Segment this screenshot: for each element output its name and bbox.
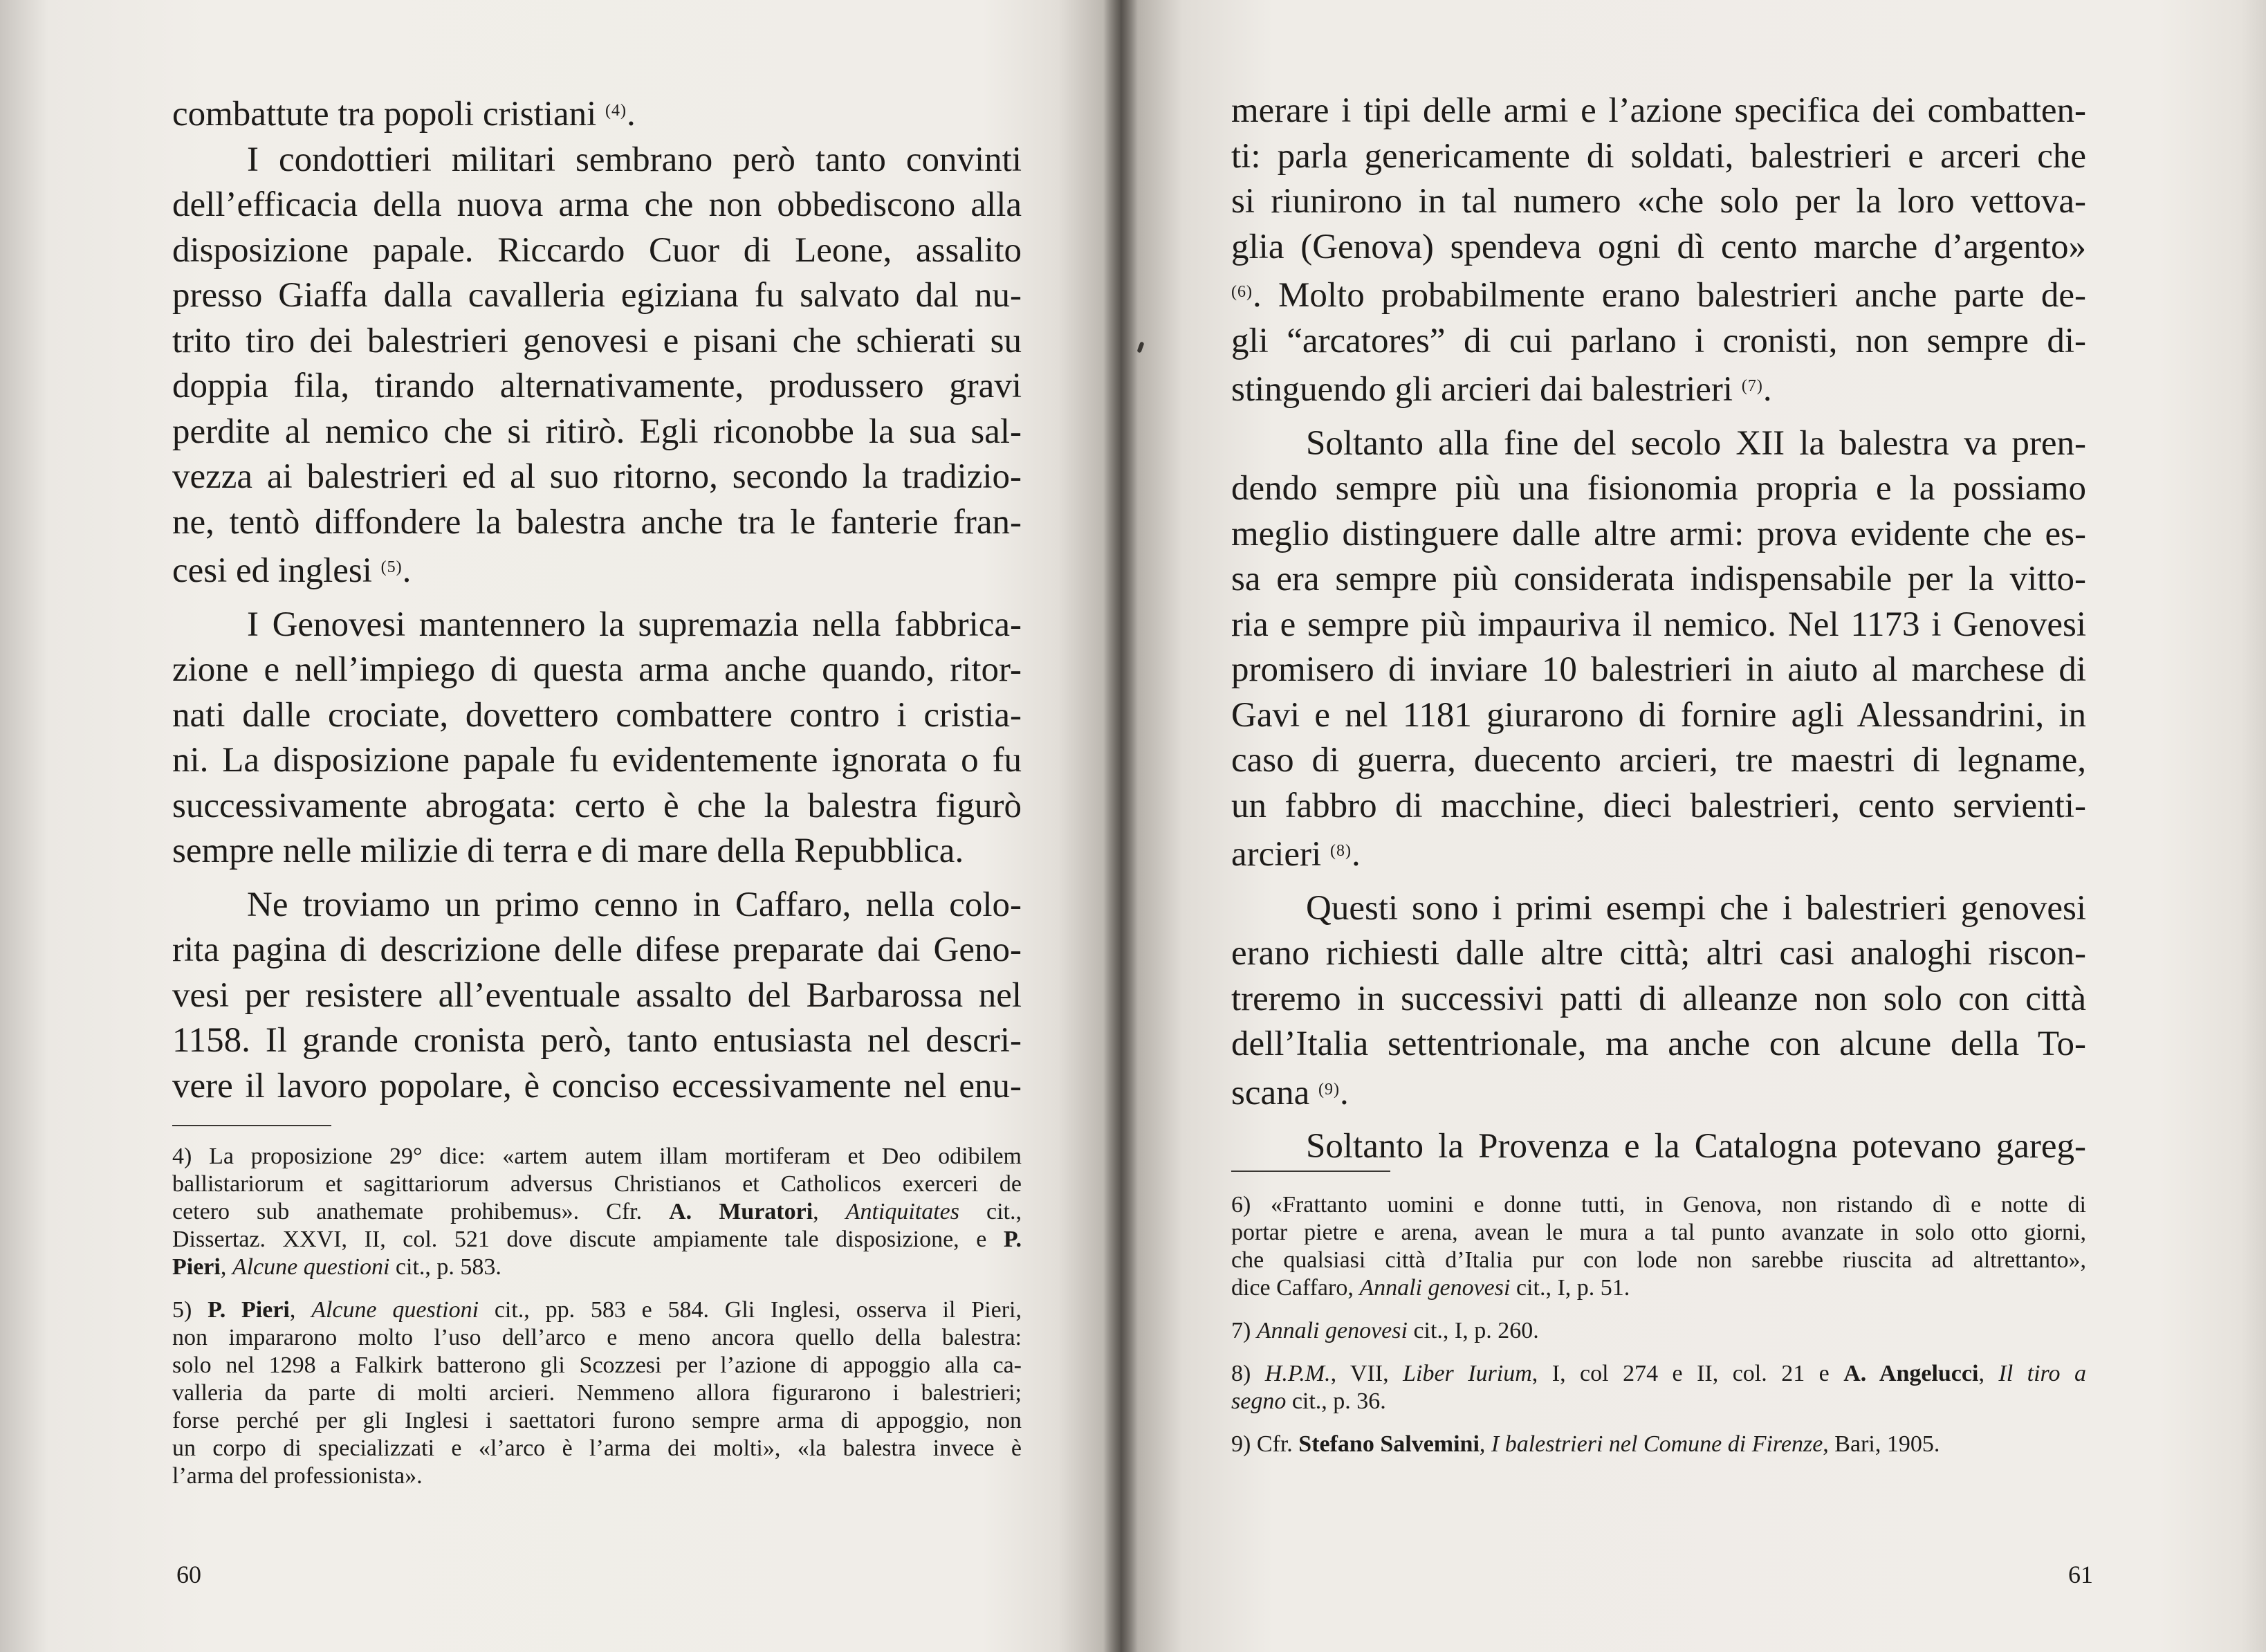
text-line: sempre nelle milizie di terra e di mare della Repubblica. [172,832,964,870]
text-line: zione e nell’impiego di questa arma anche quando, ritor- [172,650,1022,689]
text-line: nati dalle crociate, dovettero combattere contro i cristia- [172,695,1022,735]
text-line: ni. La disposizione papale fu evidentemente ignorata o fu [172,741,1022,780]
text-line: ria e sempre più impauriva il nemico. Nel 1173 i Genovesi [1231,605,2086,644]
text-line: Ne troviamo un primo cenno in Caffaro, nella colo- [247,885,1022,924]
text-line: 1158. Il grande cronista però, tanto entusiasta nel descri- [172,1021,1022,1060]
text-line: vere il lavoro popolare, è conciso eccessivamente nel enu- [172,1066,1022,1105]
footnote: 4) La proposizione 29° dice: «artem autem illam mortiferam et Deo odibilem ballistariorum et sagittariorum adversus Christianos et Catholicos exerceri de cetero sub anathemate prohibemus». Cfr. A. Muratori, Antiquitates cit., Dissertaz. XXVI, II, col. 521 dove discute ampiamente tale disposizione, e P. Pieri, Alcune questioni cit., p. 583. [172,1144,1022,1280]
book-gutter [1103,0,1138,1652]
text-line: ti: parla genericamente di soldati, balestrieri e arceri che [1231,136,2086,176]
text-line: sa era sempre più considerata indispensabile per la vitto- [1231,560,2086,598]
text-line: $^{(6)}$. Molto probabilmente erano balestrieri anche parte de- [1231,276,2086,315]
text-line: I condottieri militari sembrano però tanto convinti [247,140,1022,179]
text-line: dell’Italia settentrionale, ma anche con alcune della To- [1231,1025,2086,1063]
footnote: 9) Cfr. Stefano Salvemini, I balestrieri nel Comune di Firenze, Bari, 1905. [1231,1431,1940,1457]
page-number: 61 [2068,1561,2093,1588]
footnote-marker: (6) [1231,283,1253,301]
text-line: Soltanto alla fine del secolo XII la balestra va pren- [1306,423,2086,463]
text-line: arcieri $^{(8)}$. [1231,835,1361,874]
text-line: si riunirono in tal numero «che solo per la loro vettova- [1231,182,2086,221]
text-line: erano richiesti dalle altre città; altri casi analoghi riscon- [1231,934,2086,973]
text-line: meglio distinguere dalle altre armi: prova evidente che es- [1231,514,2086,553]
text-line: rita pagina di descrizione delle difese preparate dai Geno- [172,930,1022,969]
text-line: perdite al nemico che si ritirò. Egli riconobbe la sua sal- [172,412,1022,451]
text-line: Questi sono i primi esempi che i balestrieri genovesi [1306,888,2086,928]
footnote-marker: (7) [1741,377,1763,395]
text-line: caso di guerra, duecento arcieri, tre maestri di legname, [1231,741,2086,780]
footnote-marker: (9) [1318,1080,1340,1099]
text-line: combattute tra popoli cristiani $^{(4)}$. [172,95,636,134]
footnote-marker: (5) [380,558,403,576]
text-line: dell’efficacia della nuova arma che non obbediscono alla [172,185,1022,224]
footnote-rule [172,1125,331,1126]
text-line: Gavi e nel 1181 giurarono di fornire agli Alessandrini, in [1231,695,2086,735]
text-line: scana $^{(9)}$. [1231,1073,1349,1112]
text-line: Soltanto la Provenza e la Catalogna potevano gareg- [1306,1127,2086,1166]
right-body-text [1231,89,2086,1170]
text-line: dendo sempre più una fisionomia propria e la possiamo [1231,469,2086,508]
footnote: 7) Annali genovesi cit., I, p. 260. [1231,1318,1539,1343]
text-line: trito tiro dei balestrieri genovesi e pisani che schierati su [172,321,1022,360]
text-line: promisero di inviare 10 balestrieri in aiuto al marchese di [1231,650,2086,689]
right-footnotes [1231,1191,2086,1474]
left-footnotes [172,1143,1022,1505]
text-line: I Genovesi mantennero la supremazia nella fabbrica- [247,605,1022,644]
text-line: un fabbro di macchine, dieci balestrieri, cento servienti- [1231,786,2086,825]
text-line: presso Giaffa dalla cavalleria egiziana fu salvato dal nu- [172,276,1022,315]
text-line: merare i tipi delle armi e l’azione specifica dei combatten- [1231,91,2086,130]
footnote: 6) «Frattanto uomini e donne tutti, in Genova, non ristando dì e notte di portar pietre e arena, avean le mura a tal punto avanzate in solo otto giorni, che qualsiasi città d’Italia pur con lode non sarebbe riuscita ad altrettanto», dice Caffaro, Annali genovesi cit., I, p. 51. [1231,1192,2086,1301]
text-line: ne, tentò diffondere la balestra anche tra le fanterie fran- [172,502,1022,542]
text-line: vesi per resistere all’eventuale assalto del Barbarossa nel [172,975,1022,1015]
footnote-marker: (8) [1329,842,1352,860]
footnote-rule [1231,1171,1390,1172]
text-line: gli “arcatores” di cui parlano i cronisti, non sempre di- [1231,321,2086,360]
text-line: disposizione papale. Riccardo Cuor di Leone, assalito [172,230,1022,270]
text-line: stinguendo gli arcieri dai balestrieri $^{(7)}$. [1231,370,1772,409]
ink-speck [1136,341,1144,353]
left-body-text [172,89,1022,1109]
text-line: doppia fila, tirando alternativamente, produssero gravi [172,367,1022,405]
left-page [0,0,1121,1652]
text-line: treremo in successivi patti di alleanze non solo con città [1231,979,2086,1018]
footnote-marker: (4) [605,102,627,120]
footnote: 5) P. Pieri, Alcune questioni cit., pp. 583 e 584. Gli Inglesi, osserva il Pieri, non impararono molto l’uso dell’arco e meno ancora quello della balestra: solo nel 1298 a Falkirk batterono gli Scozzesi per l’azione di appoggio alla ca- valleria da parte di molti arcieri. Nemmeno allora figurarono i balestrieri; forse perché per gli Inglesi i saettatori furono sempre arma di appoggio, non un corpo di specializzati e «l’arco è l’arma dei molti», «la balestra invece è l’arma del professionista». [172,1297,1022,1489]
footnote: 8) H.P.M., VII, Liber Iurium, I, col 274 e II, col. 21 e A. Angelucci, Il tiro a segno cit., p. 36. [1231,1361,2086,1414]
text-line: cesi ed inglesi $^{(5)}$. [172,551,412,590]
text-line: successivamente abrogata: certo è che la balestra figurò [172,786,1022,825]
right-page [1121,0,2266,1652]
text-line: glia (Genova) spendeva ogni dì cento marche d’argento» [1231,227,2086,266]
text-line: vezza ai balestrieri ed al suo ritorno, secondo la tradizio- [172,457,1022,496]
page-number: 60 [176,1561,201,1588]
